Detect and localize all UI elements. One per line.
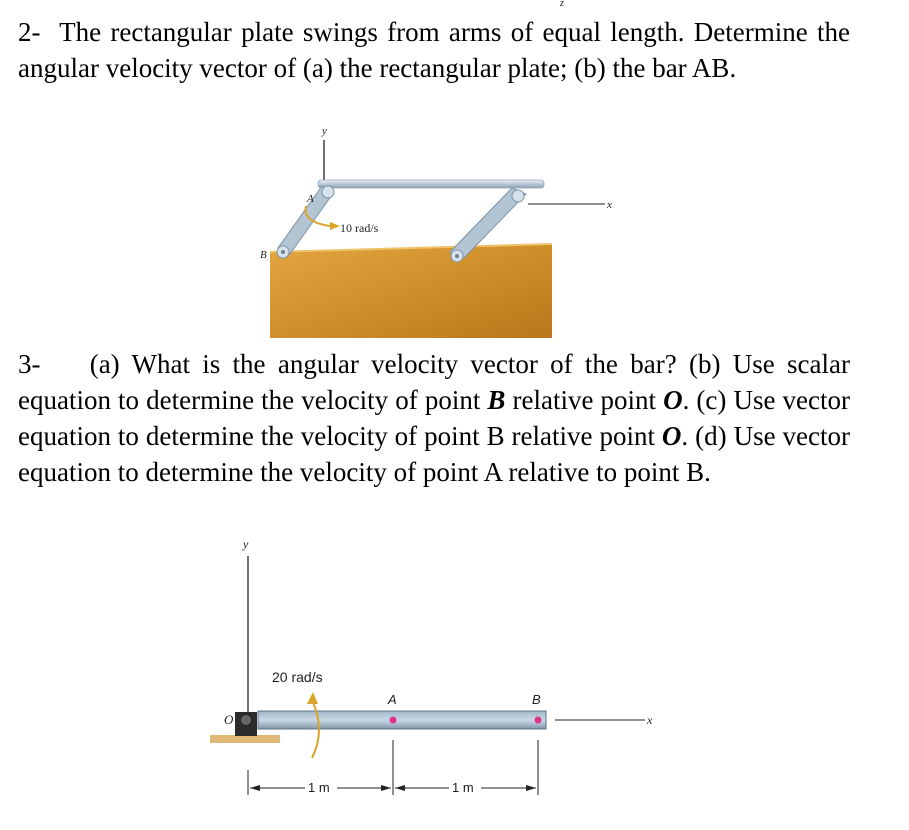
problem-3-bold-b: B xyxy=(487,385,506,415)
p2-y-label: y xyxy=(322,125,327,137)
p2-plate xyxy=(270,244,552,338)
problem-3-text xyxy=(18,346,850,490)
problem-3-bold-o2: O xyxy=(661,421,682,451)
p3-dim-1: 1 m xyxy=(308,780,330,795)
p3-bar xyxy=(258,711,546,729)
p2-pin-right-top xyxy=(512,190,524,202)
p2-z-label: z xyxy=(560,0,564,9)
p2-x-label: x xyxy=(607,199,612,211)
p3-rate-label: 20 rad/s xyxy=(272,669,323,685)
problem-2-number: 2- xyxy=(18,17,41,47)
problem-3-body-4: . (d) Use vector equation to determine the velocity of point A relative to point B. xyxy=(18,421,850,487)
p2-label-b: B xyxy=(260,249,267,261)
p2-label-a: A xyxy=(307,193,314,205)
p3-dim-2: 1 m xyxy=(452,780,474,795)
p3-support-base xyxy=(210,735,280,743)
p3-point-a xyxy=(390,717,397,724)
p3-label-b: B xyxy=(532,692,541,707)
problem-3-body-2: relative point xyxy=(505,385,664,415)
p3-label-o: O xyxy=(224,712,234,727)
p3-y-label: y xyxy=(243,537,249,551)
p3-label-a: A xyxy=(388,692,397,707)
p2-top-rod xyxy=(318,180,544,188)
p2-pin-a xyxy=(322,186,334,198)
p3-point-b xyxy=(535,717,542,724)
problem-2-body: The rectangular plate swings from arms of equal length. Determine the angular velocity vector of (a) the rectangular plate; (b) the bar AB. xyxy=(18,17,851,83)
problem-3-bold-o1: O xyxy=(663,385,683,415)
p3-x-label: x xyxy=(647,713,653,727)
problem-3-number: 3- xyxy=(18,349,41,379)
problem-3-figure xyxy=(0,530,909,830)
problem-3-body-3: . (c) Use vector equation to determine the velocity of point B relative point xyxy=(18,385,851,451)
problem-2-figure xyxy=(0,0,909,340)
problem-3-body-1: (a) What is the angular velocity vector of the bar? (b) Use scalar equation to determine the velocity of point xyxy=(18,349,850,415)
p2-rate-label: 10 rad/s xyxy=(340,221,379,235)
